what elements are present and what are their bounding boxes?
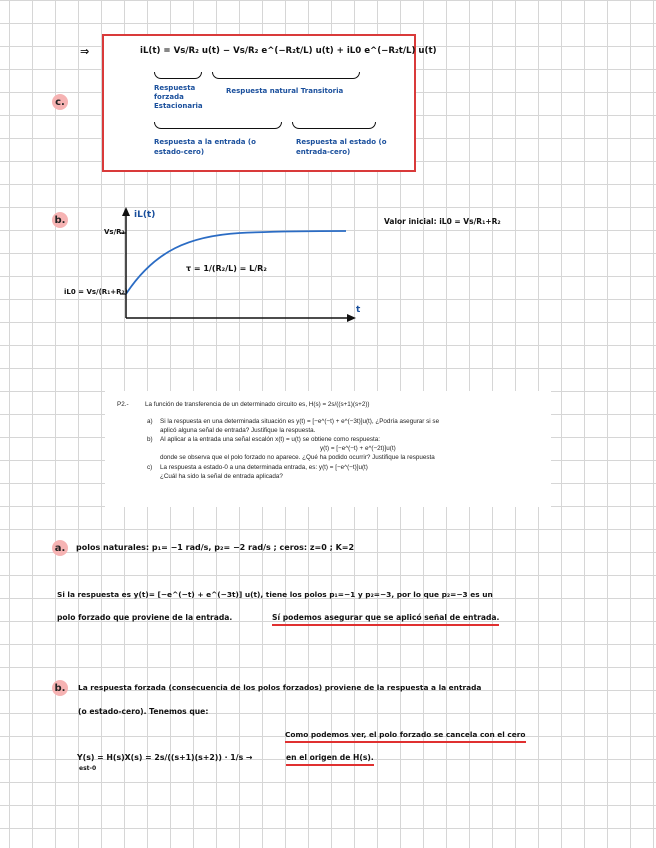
item-c-marker: c) xyxy=(147,464,153,471)
label-state-response: Respuesta al estado (o entrada-cero) xyxy=(296,138,387,156)
problem-statement xyxy=(105,391,551,507)
initial-value-label: iL0 = Vs/(R₁+R₂) xyxy=(64,288,128,296)
answer-a-line1: polos naturales: p₁= −1 rad/s, p₂= −2 rad/s ; ceros: z=0 ; K=2 xyxy=(76,543,355,552)
initial-value-note: Valor inicial: iL0 = Vs/R₁+R₂ xyxy=(384,217,501,226)
answer-b-line2: (o estado-cero). Tenemos que: xyxy=(78,707,209,716)
item-c-line1: La respuesta a estado-0 a una determinada entrada, es: y(t) = [−e^(−t)]u(t) xyxy=(160,464,368,471)
item-a-line2: aplicó alguna señal de entrada? Justifique la respuesta. xyxy=(160,427,316,434)
current-equation: iL(t) = Vs/R₂ u(t) − Vs/R₂ e^(−R₂t/L) u(t) + iL0 e^(−R₂t/L) u(t) xyxy=(140,46,437,56)
arrow-symbol: ⇒ xyxy=(80,45,90,58)
answer-a-line2: Si la respuesta es y(t)= [−e^(−t) + e^(−3t)] u(t), tiene los polos p₁=−1 y p₂=−3, por lo que p₂=−3 es un xyxy=(57,590,493,599)
answer-a-conclusion: Sí podemos asegurar que se aplicó señal de entrada. xyxy=(272,613,499,626)
x-axis-label: t xyxy=(356,305,361,315)
label-input-response: Respuesta a la entrada (o estado-cero) xyxy=(154,138,256,156)
answer-b-formula: Y(s) = H(s)X(s) = 2s/((s+1)(s+2)) · 1/s → xyxy=(77,753,253,762)
y-axis-arrow-icon xyxy=(122,207,130,216)
badge-b-answer: b. xyxy=(52,680,68,696)
answer-b-note-line2: en el origen de H(s). xyxy=(286,753,374,766)
badge-a-answer: a. xyxy=(52,540,68,556)
answer-b-note-line1: Como podemos ver, el polo forzado se cancela con el cero xyxy=(285,730,526,743)
asymptote-label: Vs/R₂ xyxy=(104,228,125,236)
badge-b-top: b. xyxy=(52,212,68,228)
response-curve xyxy=(126,231,346,294)
item-c-line2: ¿Cuál ha sido la señal de entrada aplicada? xyxy=(160,473,283,480)
answer-b-formula-subscript: est-0 xyxy=(79,765,97,772)
problem-intro: La función de transferencia de un determinado circuito es, H(s) = 2s/((s+1)(s+2)) xyxy=(145,401,370,408)
label-forced-response: Respuesta forzada Estacionaria xyxy=(154,84,203,110)
label-natural-response: Respuesta natural Transitoria xyxy=(226,87,344,95)
item-a-marker: a) xyxy=(147,418,153,425)
item-b-line3: donde se observa que el polo forzado no aparece. ¿Qué ha podido ocurrir? Justifique la respuesta xyxy=(160,454,435,461)
y-axis-label: iL(t) xyxy=(134,210,156,220)
item-b-marker: b) xyxy=(147,436,153,443)
tau-label: τ = 1/(R₂/L) = L/R₂ xyxy=(186,264,267,273)
answer-b-line1: La respuesta forzada (consecuencia de los polos forzados) proviene de la respuesta a la entrada xyxy=(78,683,482,692)
item-a-line1: Si la respuesta en una determinada situación es y(t) = [−e^(−t) + e^(−3t)]u(t), ¿Podría asegurar si se xyxy=(160,418,440,425)
x-axis-arrow-icon xyxy=(347,314,356,322)
answer-a-line3-start: polo forzado que proviene de la entrada. xyxy=(57,613,233,622)
problem-number: P2.- xyxy=(117,401,129,408)
badge-c-top: c. xyxy=(52,94,68,110)
item-b-line1: Al aplicar a la entrada una señal escalón x(t) = u(t) se obtiene como respuesta: xyxy=(160,436,380,443)
item-b-line2: y(t) = [−e^(−t) + e^(−2t)]u(t) xyxy=(320,445,396,452)
